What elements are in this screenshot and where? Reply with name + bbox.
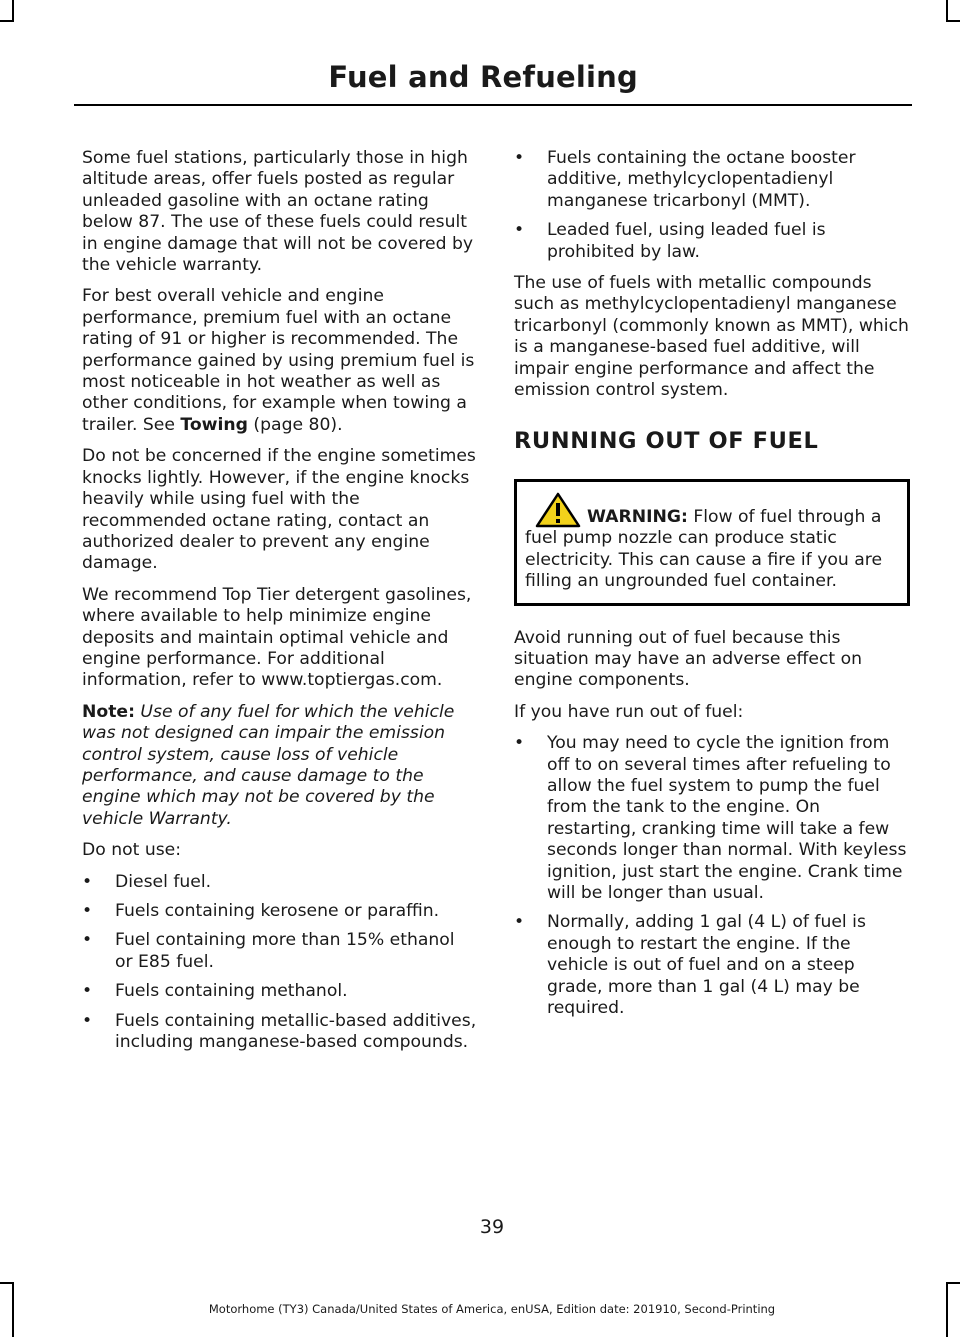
- paragraph-do-not-use: Do not use:: [82, 840, 182, 861]
- page-number: 39: [479, 1216, 505, 1238]
- crop-mark: [0, 1282, 14, 1284]
- bullet-icon: •: [82, 1010, 93, 1031]
- crop-mark: [12, 0, 14, 20]
- note-paragraph: [82, 702, 477, 830]
- paragraph-premium-fuel: [82, 286, 477, 436]
- note-text: Use of any fuel for which the vehicle was not designed can impair the emission control system, cause loss of vehicle performance, and cause damage to the engine which may not be covered by the vehicle Warranty.: [82, 701, 455, 829]
- list-item-text: Normally, adding 1 gal (4 L) of fuel is enough to restart the engine. If the vehicle is out of fuel and on a steep grade, more than 1 gal (4 L) may be required.: [547, 912, 866, 1018]
- footer-text: Motorhome (TY3) Canada/United States of America, enUSA, Edition date: 201910, Second-Printing: [208, 1302, 776, 1316]
- list-item-text: Fuels containing metallic-based additives, including manganese-based compounds.: [115, 1010, 477, 1053]
- do-not-use-list: [82, 872, 477, 1054]
- paragraph-metallic-compounds: The use of fuels with metallic compounds such as methylcyclopentadienyl manganese tricarbonyl (commonly known as MMT), which is a manganese-based fuel additive, will impair engine performance and affect the emission control system.: [514, 273, 909, 401]
- list-item-text: You may need to cycle the ignition from off to on several times after refueling to allow the fuel system to pump the fuel from the tank to the engine. On restarting, cranking time will take a few seconds longer than normal. With keyless ignition, just start the engine. Crank time will be longer than usual.: [547, 733, 907, 903]
- paragraph-premium-fuel-text: For best overall vehicle and engine performance, premium fuel with an octane rating of 91 or higher is recommended. The performance gained by using premium fuel is most noticeable in hot weather as well as other conditions, for example when towing a trailer. See: [82, 286, 475, 435]
- list-item-text: Fuel containing more than 15% ethanol or E85 fuel.: [115, 930, 455, 972]
- list-item: [82, 1011, 477, 1054]
- right-column: [514, 148, 910, 1029]
- run-out-list: [514, 733, 910, 1019]
- warning-triangle-icon: [535, 492, 581, 528]
- list-item-text: Leaded fuel, using leaded fuel is prohibited by law.: [547, 220, 826, 262]
- crop-mark: [946, 20, 960, 22]
- list-item: [82, 901, 477, 922]
- list-item-text: Fuels containing the octane booster additive, methylcyclopentadienyl manganese tricarbonyl (MMT).: [547, 148, 856, 211]
- list-item-text: Diesel fuel.: [115, 871, 212, 892]
- note-label: Note:: [82, 701, 135, 722]
- towing-page-ref: (page 80).: [247, 414, 343, 435]
- list-item: [514, 220, 910, 263]
- bullet-icon: •: [514, 148, 525, 168]
- paragraph-high-altitude-fuel: Some fuel stations, particularly those in high altitude areas, offer fuels posted as regular unleaded gasoline with an octane rating below 87. The use of these fuels could result in engine damage that will not be covered by the vehicle warranty.: [82, 148, 474, 276]
- list-item: [82, 981, 477, 1002]
- crop-mark: [946, 1282, 960, 1284]
- list-item: [514, 912, 910, 1019]
- crop-mark: [0, 20, 14, 22]
- bullet-icon: •: [82, 981, 93, 1002]
- towing-link[interactable]: Towing: [180, 414, 248, 435]
- section-heading: RUNNING OUT OF FUEL: [514, 428, 819, 455]
- warning-text: Flow of fuel through a fuel pump nozzle can produce static electricity. This can cause a fire if you are filling an ungrounded fuel container.: [525, 506, 883, 592]
- list-item-text: Fuels containing methanol.: [115, 981, 348, 1002]
- bullet-icon: •: [82, 901, 93, 921]
- paragraph-top-tier: We recommend Top Tier detergent gasolines, where available to help minimize engine deposits and maintain optimal vehicle and engine performance. For additional information, refer to www.toptiergas.com.: [82, 584, 472, 691]
- header-rule: [74, 104, 912, 106]
- left-column: [82, 148, 477, 1063]
- list-item: [82, 930, 477, 973]
- list-item: [514, 733, 910, 904]
- bullet-icon: •: [514, 733, 525, 754]
- warning-box: [514, 479, 910, 606]
- paragraph-engine-knock: Do not be concerned if the engine sometimes knocks lightly. However, if the engine knocks heavily while using fuel with the recommended octane rating, contact an authorized dealer to prevent any engine damage.: [82, 446, 476, 574]
- do-not-use-list-continued: [514, 148, 910, 263]
- list-item: [514, 148, 910, 212]
- paragraph-if-run-out: If you have run out of fuel:: [514, 701, 744, 722]
- page-title: Fuel and Refueling: [328, 60, 638, 94]
- bullet-icon: •: [82, 871, 93, 892]
- bullet-icon: •: [514, 912, 525, 933]
- warning-label: WARNING:: [587, 506, 688, 527]
- paragraph-avoid-running-out: Avoid running out of fuel because this situation may have an adverse effect on engine components.: [514, 627, 863, 691]
- crop-mark: [946, 0, 948, 20]
- list-item: [82, 872, 477, 893]
- bullet-icon: •: [82, 930, 93, 951]
- bullet-icon: •: [514, 220, 525, 241]
- list-item-text: Fuels containing kerosene or paraffin.: [115, 901, 440, 921]
